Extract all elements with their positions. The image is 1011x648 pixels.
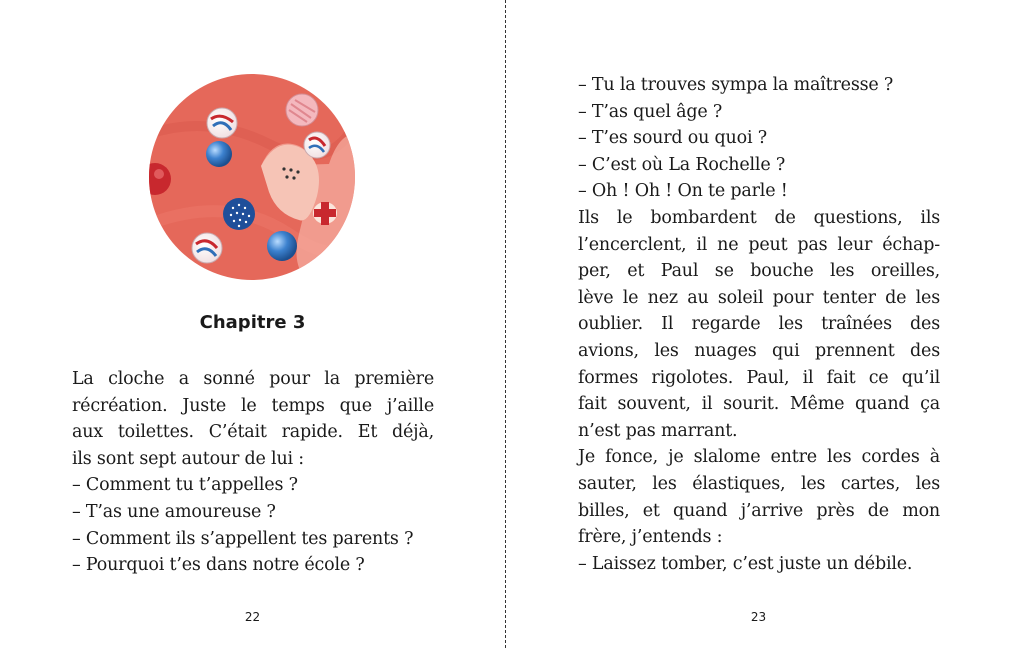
text-line: ils sont sept autour de lui : <box>72 448 304 469</box>
text-line: l’encerclent, il ne peut pas leur échap- <box>578 234 940 255</box>
text-line: formes rigolotes. Paul, il fait ce qu’il <box>578 367 940 388</box>
text-line: – T’as une amoureuse ? <box>72 501 276 522</box>
text-line: – C’est où La Rochelle ? <box>578 154 786 175</box>
text-line: fait souvent, il sourit. Même quand ça <box>578 394 940 415</box>
text-line: per, et Paul se bouche les oreilles, <box>578 261 940 282</box>
marbles-illustration <box>149 74 355 280</box>
text-line: récréation. Juste le temps que j’aille <box>72 395 434 416</box>
text-line: La cloche a sonné pour la première <box>72 369 434 389</box>
text-line: – Tu la trouves sympa la maîtresse ? <box>578 75 894 95</box>
text-line: avions, les nuages qui prennent des <box>578 340 940 361</box>
left-page <box>0 0 505 648</box>
text-line: – Pourquoi t’es dans notre école ? <box>72 555 365 576</box>
text-line: lève le nez au soleil pour tenter de les <box>578 287 940 308</box>
text-line: n’est pas marrant. <box>578 420 738 441</box>
text-line: – Oh ! Oh ! On te parle ! <box>578 181 788 202</box>
text-line: – T’es sourd ou quoi ? <box>578 128 767 149</box>
text-line: – T’as quel âge ? <box>578 101 723 122</box>
text-line: – Laissez tomber, c’est juste un débile. <box>578 553 913 574</box>
text-line: aux toilettes. C’était rapide. Et déjà, <box>72 422 434 443</box>
chapter-title: Chapitre 3 <box>199 312 306 333</box>
text-line: frère, j’entends : <box>578 527 723 548</box>
text-line: oublier. Il regarde les traînées des <box>578 314 940 335</box>
text-line: sauter, les élastiques, les cartes, les <box>578 473 940 494</box>
text-line: – Comment ils s’appellent tes parents ? <box>72 528 414 549</box>
page-number-left: 22 <box>244 610 261 624</box>
left-page-text <box>72 366 434 579</box>
page-number-right: 23 <box>750 610 767 624</box>
text-line: Ils le bombardent de questions, ils <box>578 207 940 228</box>
text-line: – Comment tu t’appelles ? <box>72 475 298 496</box>
text-line: Je fonce, je slalome entre les cordes à <box>578 447 940 468</box>
right-page <box>506 0 1011 648</box>
text-line: billes, et quand j’arrive près de mon <box>578 500 940 521</box>
right-page-text <box>578 72 940 577</box>
